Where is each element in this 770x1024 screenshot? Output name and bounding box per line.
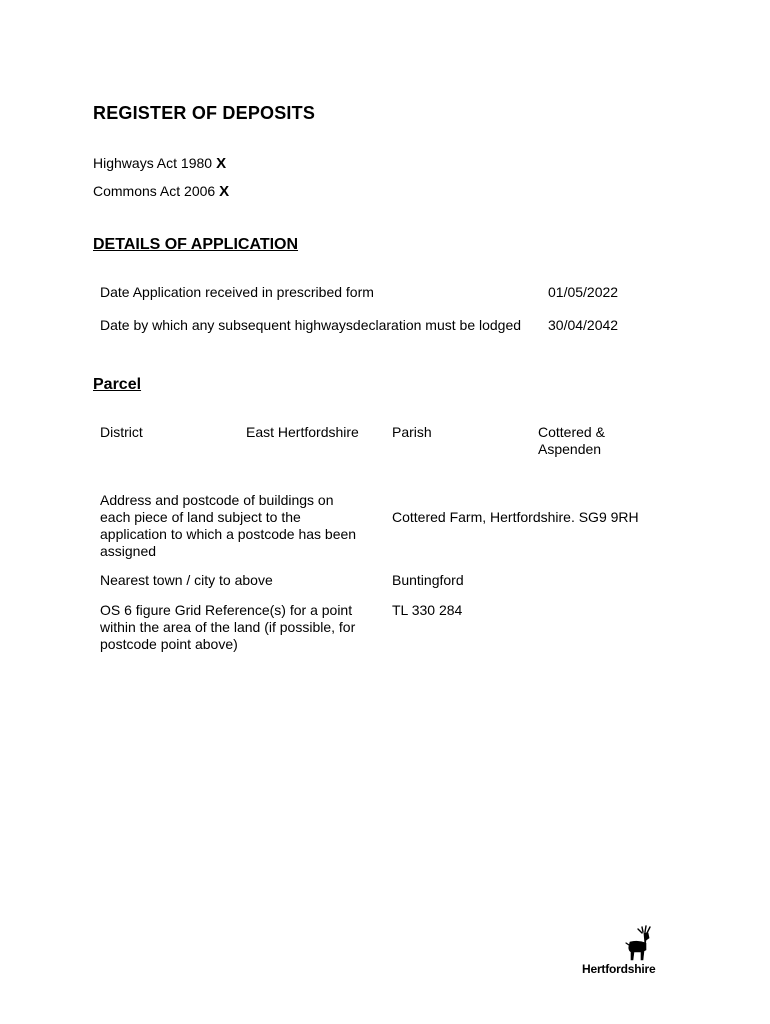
act-label: Highways Act 1980 bbox=[93, 155, 213, 171]
hertfordshire-logo bbox=[580, 924, 676, 980]
district-label: District bbox=[100, 424, 143, 440]
grid-value: TL 330 284 bbox=[392, 602, 463, 618]
page-title: REGISTER OF DEPOSITS bbox=[93, 103, 316, 123]
stag-icon bbox=[580, 924, 676, 964]
details-heading: DETAILS OF APPLICATION bbox=[93, 236, 299, 253]
act-highways bbox=[93, 155, 226, 172]
logo-text: Hertfordshire bbox=[582, 962, 656, 976]
act-commons bbox=[93, 183, 229, 200]
address-label: Address and postcode of buildings on each piece of land subject to the application to which a postcode has been assigned bbox=[100, 492, 357, 559]
received-label: Date Application received in prescribed form bbox=[100, 284, 374, 300]
parish-value: Cottered & Aspenden bbox=[538, 424, 605, 457]
act-mark: X bbox=[219, 183, 230, 200]
address-value: Cottered Farm, Hertfordshire. SG9 9RH bbox=[392, 509, 639, 525]
deadline-label: Date by which any subsequent highwaysdeclaration must be lodged bbox=[100, 317, 522, 333]
deadline-value: 30/04/2042 bbox=[548, 317, 619, 333]
town-value: Buntingford bbox=[392, 572, 464, 588]
act-label: Commons Act 2006 bbox=[93, 183, 216, 199]
grid-label: OS 6 figure Grid Reference(s) for a point within the area of the land (if possible, for postcode point above) bbox=[100, 602, 356, 652]
district-value: East Hertfordshire bbox=[246, 424, 359, 440]
parish-label: Parish bbox=[392, 424, 432, 440]
act-mark: X bbox=[216, 155, 227, 172]
town-label: Nearest town / city to above bbox=[100, 572, 273, 588]
received-value: 01/05/2022 bbox=[548, 284, 619, 300]
parcel-heading: Parcel bbox=[93, 376, 142, 393]
